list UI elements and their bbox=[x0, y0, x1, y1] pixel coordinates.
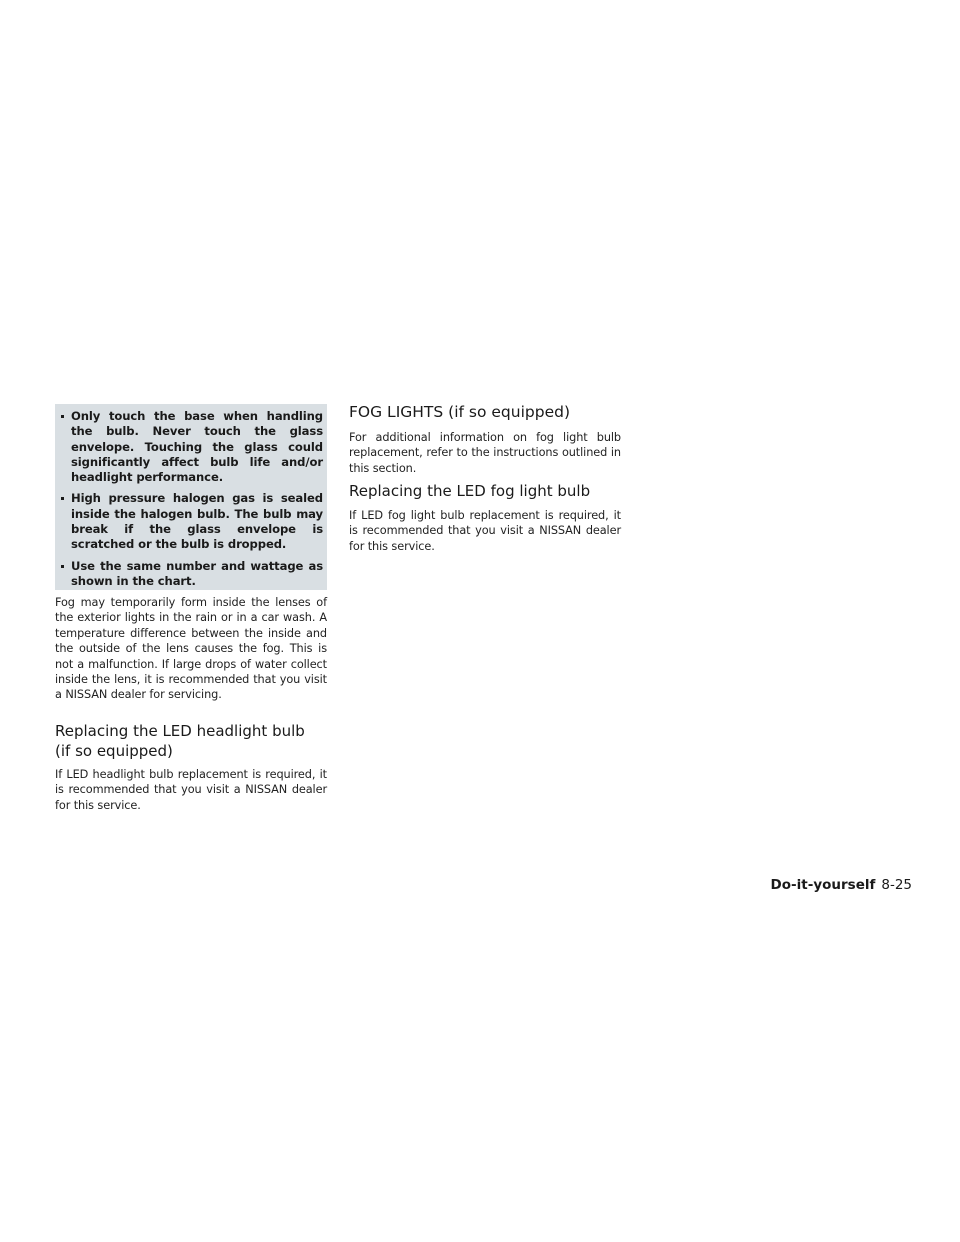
fog-paragraph: Fog may temporarily form inside the lenses of the exterior lights in the rain or in a car wash. A temperature difference between the inside and the outside of the lens causes the fog. This is not a malfunction. If large drops of water collect inside the lens, it is recommended that you visit a NISSAN dealer for servicing. bbox=[55, 596, 327, 702]
led-fog-heading: Replacing the LED fog light bulb bbox=[349, 482, 591, 500]
led-fog-text: If LED fog light bulb replacement is required, it is recommended that you visit a NISSAN dealer for this service. bbox=[349, 509, 621, 553]
warning-item-same-wattage: Use the same number and wattage as shown in the chart. bbox=[61, 559, 323, 590]
warning-item-touch-base: Only touch the base when handling the bulb. Never touch the glass envelope. Touching the glass could significantly affect bulb life and/or headlight performance. bbox=[61, 409, 323, 485]
footer-page-number: 8-25 bbox=[881, 877, 912, 893]
warning-item-halogen-gas: High pressure halogen gas is sealed inside the halogen bulb. The bulb may break if the glass envelope is scratched or the bulb is dropped. bbox=[61, 491, 323, 552]
fog-lights-heading: FOG LIGHTS (if so equipped) bbox=[349, 403, 570, 421]
led-headlight-heading-line1: Replacing the LED headlight bulb bbox=[55, 722, 305, 740]
warning-list bbox=[61, 409, 323, 589]
page-footer bbox=[771, 876, 912, 894]
led-headlight-heading bbox=[55, 721, 327, 761]
fog-lights-text: For additional information on fog light bulb replacement, refer to the instructions outlined in this section. bbox=[349, 431, 621, 475]
footer-section-title: Do-it-yourself bbox=[770, 877, 876, 893]
led-headlight-text: If LED headlight bulb replacement is required, it is recommended that you visit a NISSAN dealer for this service. bbox=[55, 768, 327, 812]
warning-box bbox=[55, 404, 327, 590]
led-headlight-heading-line2: (if so equipped) bbox=[55, 742, 173, 760]
